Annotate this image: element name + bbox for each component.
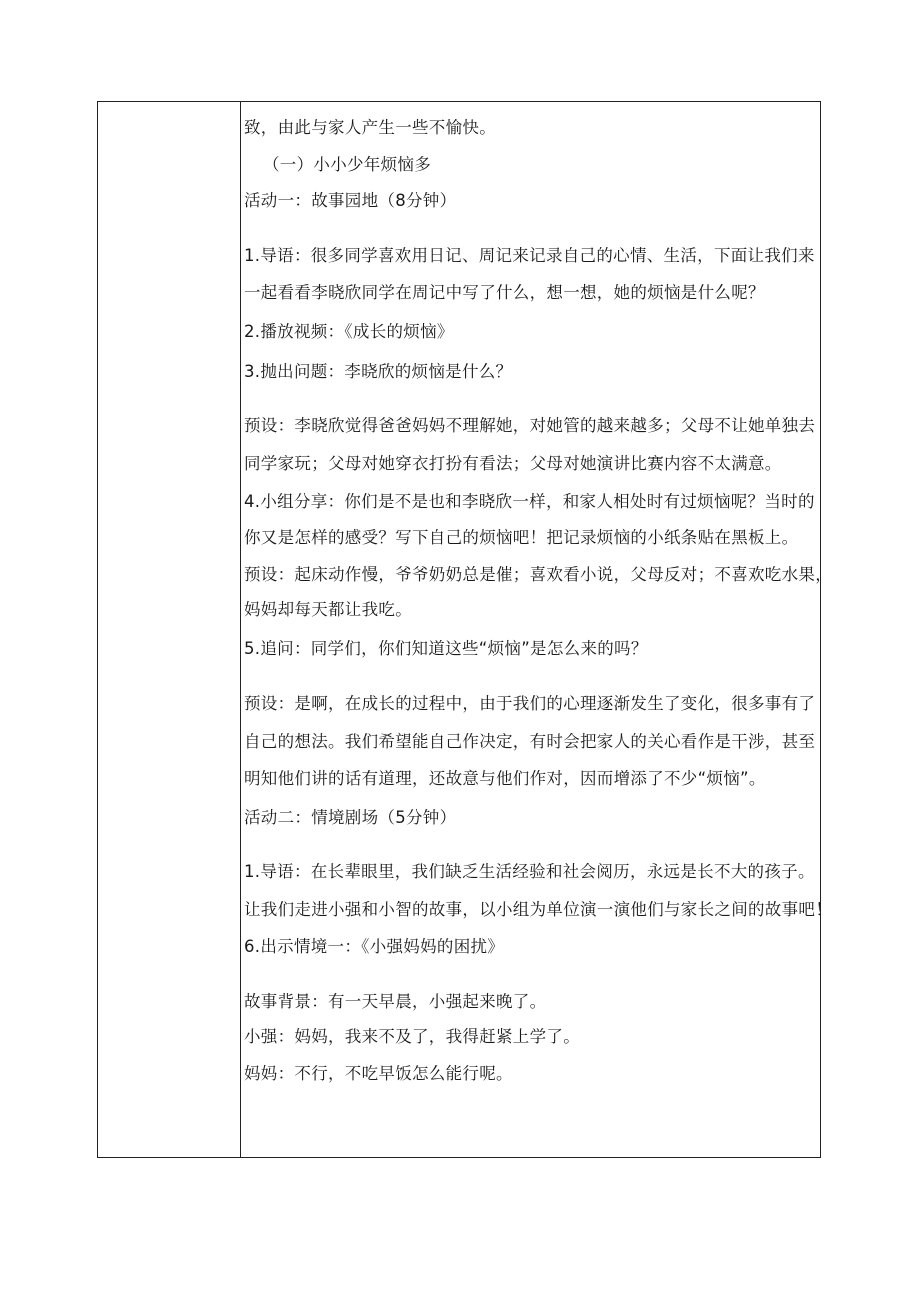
text-line: 2.播放视频：《成长的烦恼》 <box>244 322 454 341</box>
text-line: 致，由此与家人产生一些不愉快。 <box>244 118 496 137</box>
section-heading: （一）小小少年烦恼多 <box>263 155 431 174</box>
text-line: 故事背景：有一天早晨，小强起来晚了。 <box>244 992 547 1011</box>
left-column-cell <box>98 102 241 1157</box>
text-line: 预设：李晓欣觉得爸爸妈妈不理解她，对她管的越来越多；父母不让她单独去 <box>244 416 816 435</box>
text-line: 明知他们讲的话有道理，还故意与他们作对，因而增添了不少“烦恼”。 <box>244 769 766 788</box>
text-line: 1.导语：在长辈眼里，我们缺乏生活经验和社会阅历，永远是长不大的孩子。 <box>244 862 815 881</box>
text-line: 小强：妈妈，我来不及了，我得赶紧上学了。 <box>244 1027 580 1046</box>
text-line: 预设：起床动作慢，爷爷奶奶总是催；喜欢看小说，父母反对；不喜欢吃水果， <box>244 565 832 584</box>
text-line: 让我们走进小强和小智的故事，以小组为单位演一演他们与家长之间的故事吧！ <box>244 900 832 919</box>
text-line: 你又是怎样的感受？写下自己的烦恼吧！把记录烦恼的小纸条贴在黑板上。 <box>244 528 799 547</box>
activity-heading: 活动一：故事园地（8分钟） <box>244 191 457 210</box>
text-line: 1.导语：很多同学喜欢用日记、周记来记录自己的心情、生活，下面让我们来 <box>244 246 815 265</box>
text-line: 6.出示情境一：《小强妈妈的困扰》 <box>244 937 505 956</box>
text-line: 5.追问：同学们，你们知道这些“烦恼”是怎么来的吗？ <box>244 639 648 658</box>
text-line: 同学家玩；父母对她穿衣打扮有看法；父母对她演讲比赛内容不太满意。 <box>244 454 782 473</box>
content-cell <box>241 102 832 1157</box>
lesson-table <box>97 101 832 1158</box>
text-line: 3.抛出问题：李晓欣的烦恼是什么？ <box>244 362 513 381</box>
text-line: 预设：是啊，在成长的过程中，由于我们的心理逐渐发生了变化，很多事有了 <box>244 694 816 713</box>
text-line: 妈妈：不行，不吃早饭怎么能行呢。 <box>244 1064 513 1083</box>
text-line: 一起看看李晓欣同学在周记中写了什么，想一想，她的烦恼是什么呢？ <box>244 283 765 302</box>
text-line: 妈妈却每天都让我吃。 <box>244 600 412 619</box>
activity-heading: 活动二：情境剧场（5分钟） <box>244 808 457 827</box>
text-line: 4.小组分享：你们是不是也和李晓欣一样，和家人相处时有过烦恼呢？当时的 <box>244 492 815 511</box>
text-line: 自己的想法。我们希望能自己作决定，有时会把家人的关心看作是干涉，甚至 <box>244 732 816 751</box>
